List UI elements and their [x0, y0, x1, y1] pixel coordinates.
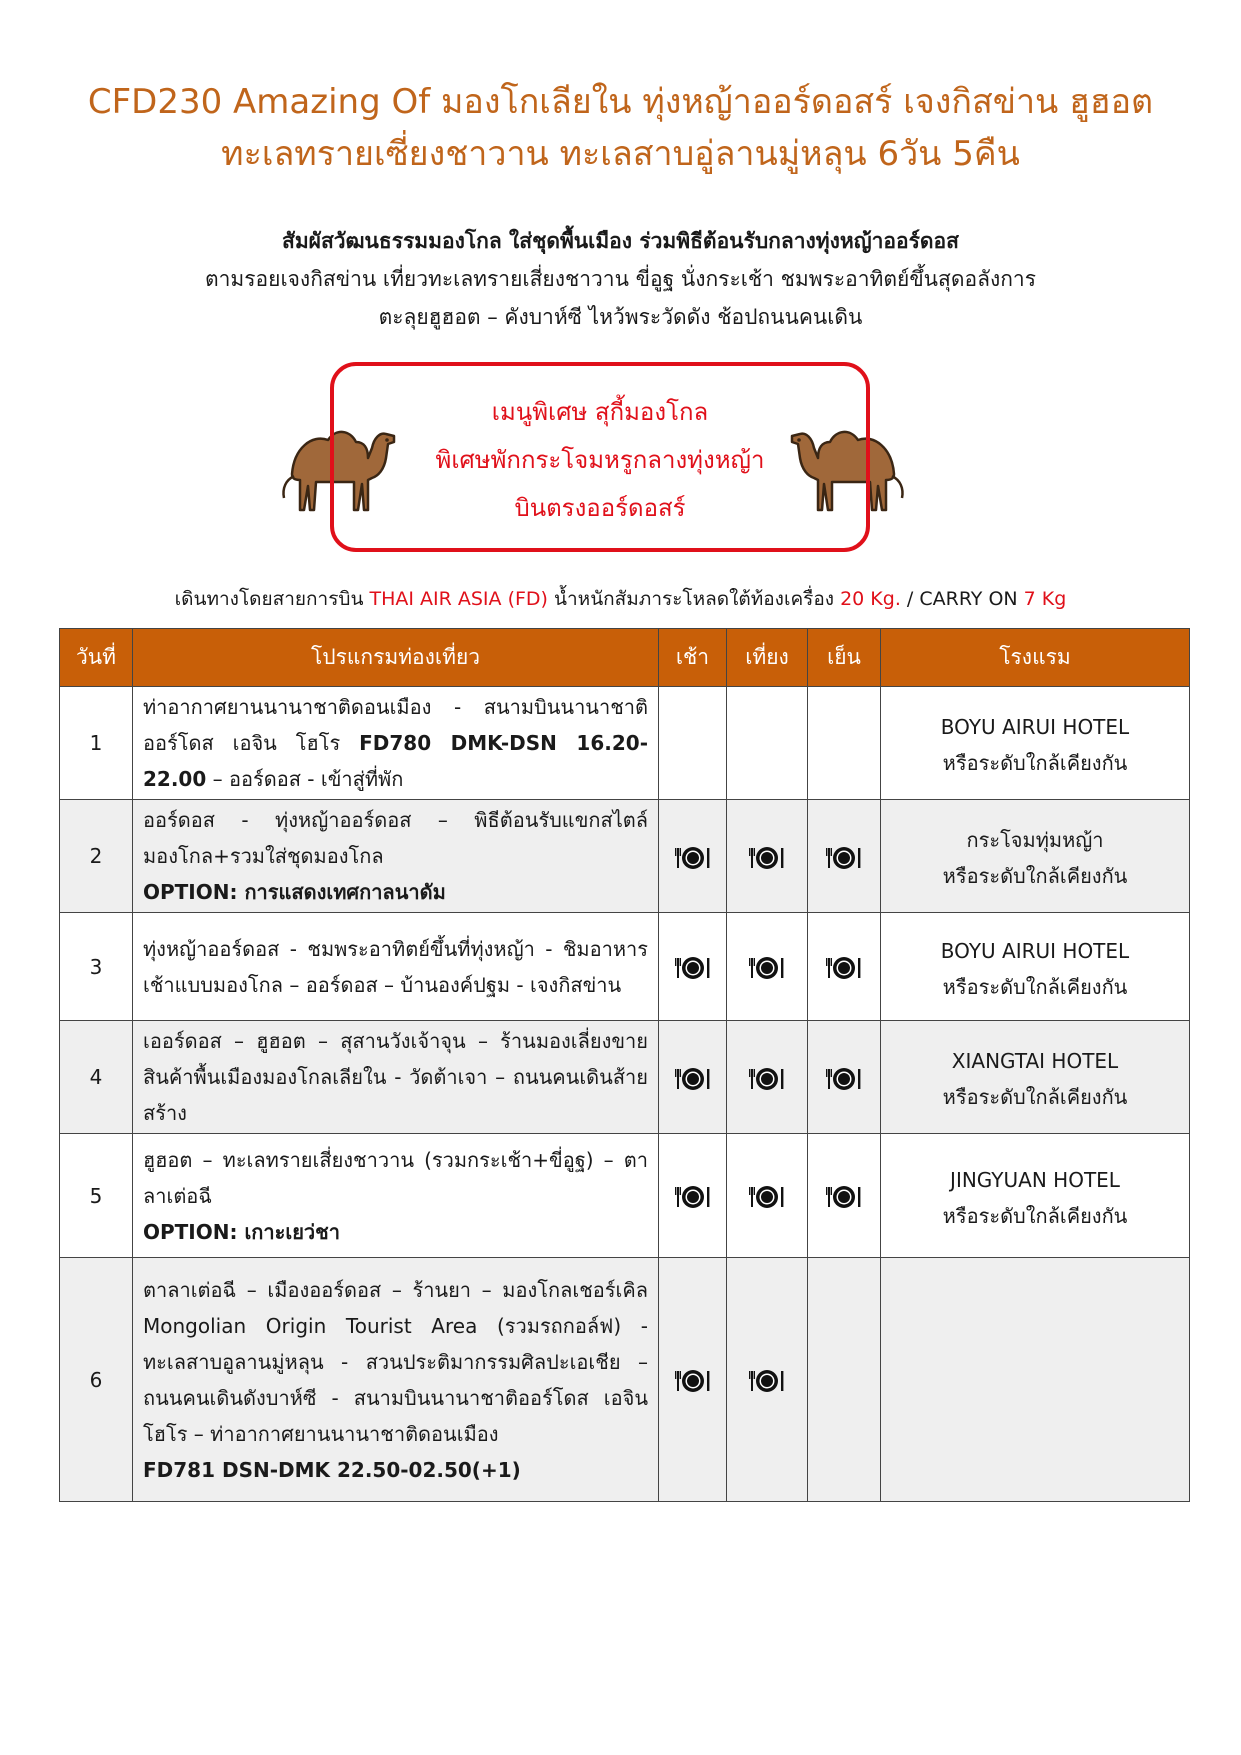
- program-option: OPTION: เกาะเยว่ชา: [143, 1219, 340, 1244]
- hotel-note: หรือระดับใกล้เคียงกัน: [942, 1203, 1128, 1228]
- meal-plate-icon: [675, 1184, 711, 1208]
- day-number: 6: [60, 1258, 133, 1502]
- hotel-name: กระโจมทุ่มหญ้า: [966, 828, 1104, 852]
- lunch-meal-cell: [727, 913, 808, 1021]
- table-row: [60, 1021, 1190, 1134]
- table-row: [60, 800, 1190, 913]
- airline-info: [0, 584, 1241, 614]
- dinner-meal-cell: [808, 687, 881, 800]
- meal-plate-icon: [826, 955, 862, 979]
- table-row: [60, 687, 1190, 800]
- hotel-note: หรือระดับใกล้เคียงกัน: [942, 974, 1128, 999]
- carry-on-label: / CARRY ON: [900, 588, 1024, 610]
- breakfast-meal-cell: [659, 1134, 727, 1258]
- lunch-meal-cell: [727, 687, 808, 800]
- intro-line3: ตะลุยฮูฮอต – คังบาห์ซี ไหว้พระวัดดัง ช้อปถนนคนเดิน: [378, 305, 863, 329]
- program-text: ท่าอากาศยานนานาชาติดอนเมือง - สนามบินนานาชาติออร์โดส เอจิน โฮโร: [143, 695, 648, 755]
- tour-title-line2: ทะเลทรายเซี่ยงชาวาน ทะเลสาบอู่ลานมู่หลุน 6วัน 5คืน: [221, 134, 1020, 174]
- tour-intro: [0, 222, 1241, 336]
- promo-line1: เมนูพิเศษ สุกี้มองโกล: [491, 398, 709, 426]
- table-row: [60, 913, 1190, 1021]
- program-text: ฮูฮอต – ทะเลทรายเสี่ยงชาวาน (รวมกระเช้า+ขี่อูฐ) – ตาลาเต่อฉี: [143, 1147, 648, 1208]
- program-text: ตาลาเต่อฉี – เมืองออร์ดอส – ร้านยา – มองโกลเชอร์เคิล Mongolian Origin Tourist Area (รวมรถกอล์ฟ) - ทะเลสาบอูลานมู่หลุน - สวนประติมากรรมศิลปะเอเชีย – ถนนคนเดินดังบาห์ซี - สนามบินนานาชาติออร์โดส เอจิน โฮโร – ท่าอากาศยานนานาชาติดอนเมือง: [143, 1277, 648, 1446]
- program-text: ทุ่งหญ้าออร์ดอส - ชมพระอาทิตย์ขึ้นที่ทุ่งหญ้า - ชิมอาหารเช้าแบบมองโกล – ออร์ดอส – บ้านองค์ปฐม - เจงกิสข่าน: [143, 936, 648, 997]
- header-day: วันที่: [60, 629, 133, 687]
- dinner-meal-cell: [808, 1134, 881, 1258]
- meal-plate-icon: [675, 955, 711, 979]
- day-number: 5: [60, 1134, 133, 1258]
- dinner-meal-cell: [808, 913, 881, 1021]
- header-dinner: เย็น: [808, 629, 881, 687]
- hotel-cell: [881, 687, 1190, 800]
- meal-plate-icon: [675, 844, 711, 868]
- hotel-name: BOYU AIRUI HOTEL: [940, 715, 1130, 739]
- flight-info: FD780 DMK-DSN 16.20-22.00: [143, 731, 648, 791]
- program-text: เออร์ดอส – ฮูฮอต – สุสานวังเจ้าจุน – ร้านมองเลี่ยงขายสินค้าพื้นเมืองมองโกลเลียใน - วัดต้าเจา – ถนนคนเดินส้ายสร้าง: [143, 1029, 648, 1125]
- tour-title-line1: CFD230 Amazing Of มองโกเลียใน ทุ่งหญ้าออร์ดอสร์ เจงกิสข่าน ฮูฮอต: [87, 82, 1154, 122]
- hotel-note: หรือระดับใกล้เคียงกัน: [942, 1085, 1128, 1109]
- baggage-label: น้ำหนักสัมภาระโหลดใต้ท้องเครื่อง: [547, 588, 841, 610]
- itinerary-table: [59, 628, 1190, 1502]
- meal-plate-icon: [749, 1184, 785, 1208]
- hotel-note: หรือระดับใกล้เคียงกัน: [942, 751, 1128, 775]
- hotel-cell: [881, 1258, 1190, 1502]
- meal-plate-icon: [749, 955, 785, 979]
- baggage-value: 20 Kg.: [840, 588, 901, 610]
- airline-carrier: THAI AIR ASIA (FD): [369, 588, 548, 610]
- header-hotel: โรงแรม: [881, 629, 1190, 687]
- intro-line2: ตามรอยเจงกิสข่าน เที่ยวทะเลทรายเสี่ยงชาวาน ขี่อูฐ นั่งกระเช้า ชมพระอาทิตย์ขึ้นสุดอลังการ: [204, 267, 1037, 291]
- promo-line2: พิเศษพักกระโจมหรูกลางทุ่งหญ้า: [435, 446, 765, 474]
- hotel-name: BOYU AIRUI HOTEL: [940, 938, 1130, 963]
- program-cell: [133, 1021, 659, 1134]
- hotel-note: หรือระดับใกล้เคียงกัน: [942, 864, 1128, 888]
- hotel-cell: [881, 913, 1190, 1021]
- hotel-cell: [881, 1021, 1190, 1134]
- program-text: ออร์ดอส - ทุ่งหญ้าออร์ดอส – พิธีต้อนรับแขกสไตล์มองโกล+รวมใส่ชุดมองโกล: [143, 808, 648, 868]
- promo-line3: บินตรงออร์ดอสร์: [514, 494, 686, 522]
- dinner-meal-cell: [808, 1258, 881, 1502]
- day-number: 3: [60, 913, 133, 1021]
- hotel-name: JINGYUAN HOTEL: [950, 1167, 1120, 1192]
- header-breakfast: เช้า: [659, 629, 727, 687]
- lunch-meal-cell: [727, 1134, 808, 1258]
- intro-line1: สัมผัสวัฒนธรรมมองโกล ใส่ชุดพื้นเมือง ร่วมพิธีต้อนรับกลางทุ่งหญ้าออร์ดอส: [282, 229, 959, 253]
- breakfast-meal-cell: [659, 1258, 727, 1502]
- breakfast-meal-cell: [659, 800, 727, 913]
- table-header-row: [60, 629, 1190, 687]
- breakfast-meal-cell: [659, 913, 727, 1021]
- program-cell: [133, 1258, 659, 1502]
- lunch-meal-cell: [727, 1258, 808, 1502]
- hotel-cell: [881, 800, 1190, 913]
- header-lunch: เที่ยง: [727, 629, 808, 687]
- day-number: 4: [60, 1021, 133, 1134]
- table-row: [60, 1134, 1190, 1258]
- airline-prefix: เดินทางโดยสายการบิน: [174, 588, 370, 610]
- meal-plate-icon: [749, 1065, 785, 1089]
- hotel-cell: [881, 1134, 1190, 1258]
- tour-title: [0, 76, 1241, 180]
- meal-plate-icon: [826, 844, 862, 868]
- program-cell: [133, 800, 659, 913]
- breakfast-meal-cell: [659, 687, 727, 800]
- program-option: FD781 DSN-DMK 22.50-02.50(+1): [143, 1457, 521, 1482]
- lunch-meal-cell: [727, 800, 808, 913]
- program-cell: [133, 1134, 659, 1258]
- dinner-meal-cell: [808, 1021, 881, 1134]
- carry-on-value: 7 Kg: [1023, 588, 1067, 610]
- day-number: 1: [60, 687, 133, 800]
- program-option: OPTION: การแสดงเทศกาลนาดัม: [143, 880, 446, 904]
- breakfast-meal-cell: [659, 1021, 727, 1134]
- hotel-name: XIANGTAI HOTEL: [951, 1049, 1119, 1073]
- meal-plate-icon: [749, 844, 785, 868]
- meal-plate-icon: [826, 1184, 862, 1208]
- program-cell: [133, 913, 659, 1021]
- meal-plate-icon: [826, 1065, 862, 1089]
- lunch-meal-cell: [727, 1021, 808, 1134]
- dinner-meal-cell: [808, 800, 881, 913]
- day-number: 2: [60, 800, 133, 913]
- meal-plate-icon: [675, 1065, 711, 1089]
- meal-plate-icon: [749, 1368, 785, 1392]
- program-tail: – ออร์ดอส - เข้าสู่ที่พัก: [206, 767, 404, 791]
- promo-box: [330, 362, 870, 552]
- program-cell: [133, 687, 659, 800]
- header-program: โปรแกรมท่องเที่ยว: [133, 629, 659, 687]
- meal-plate-icon: [675, 1368, 711, 1392]
- table-row: [60, 1258, 1190, 1502]
